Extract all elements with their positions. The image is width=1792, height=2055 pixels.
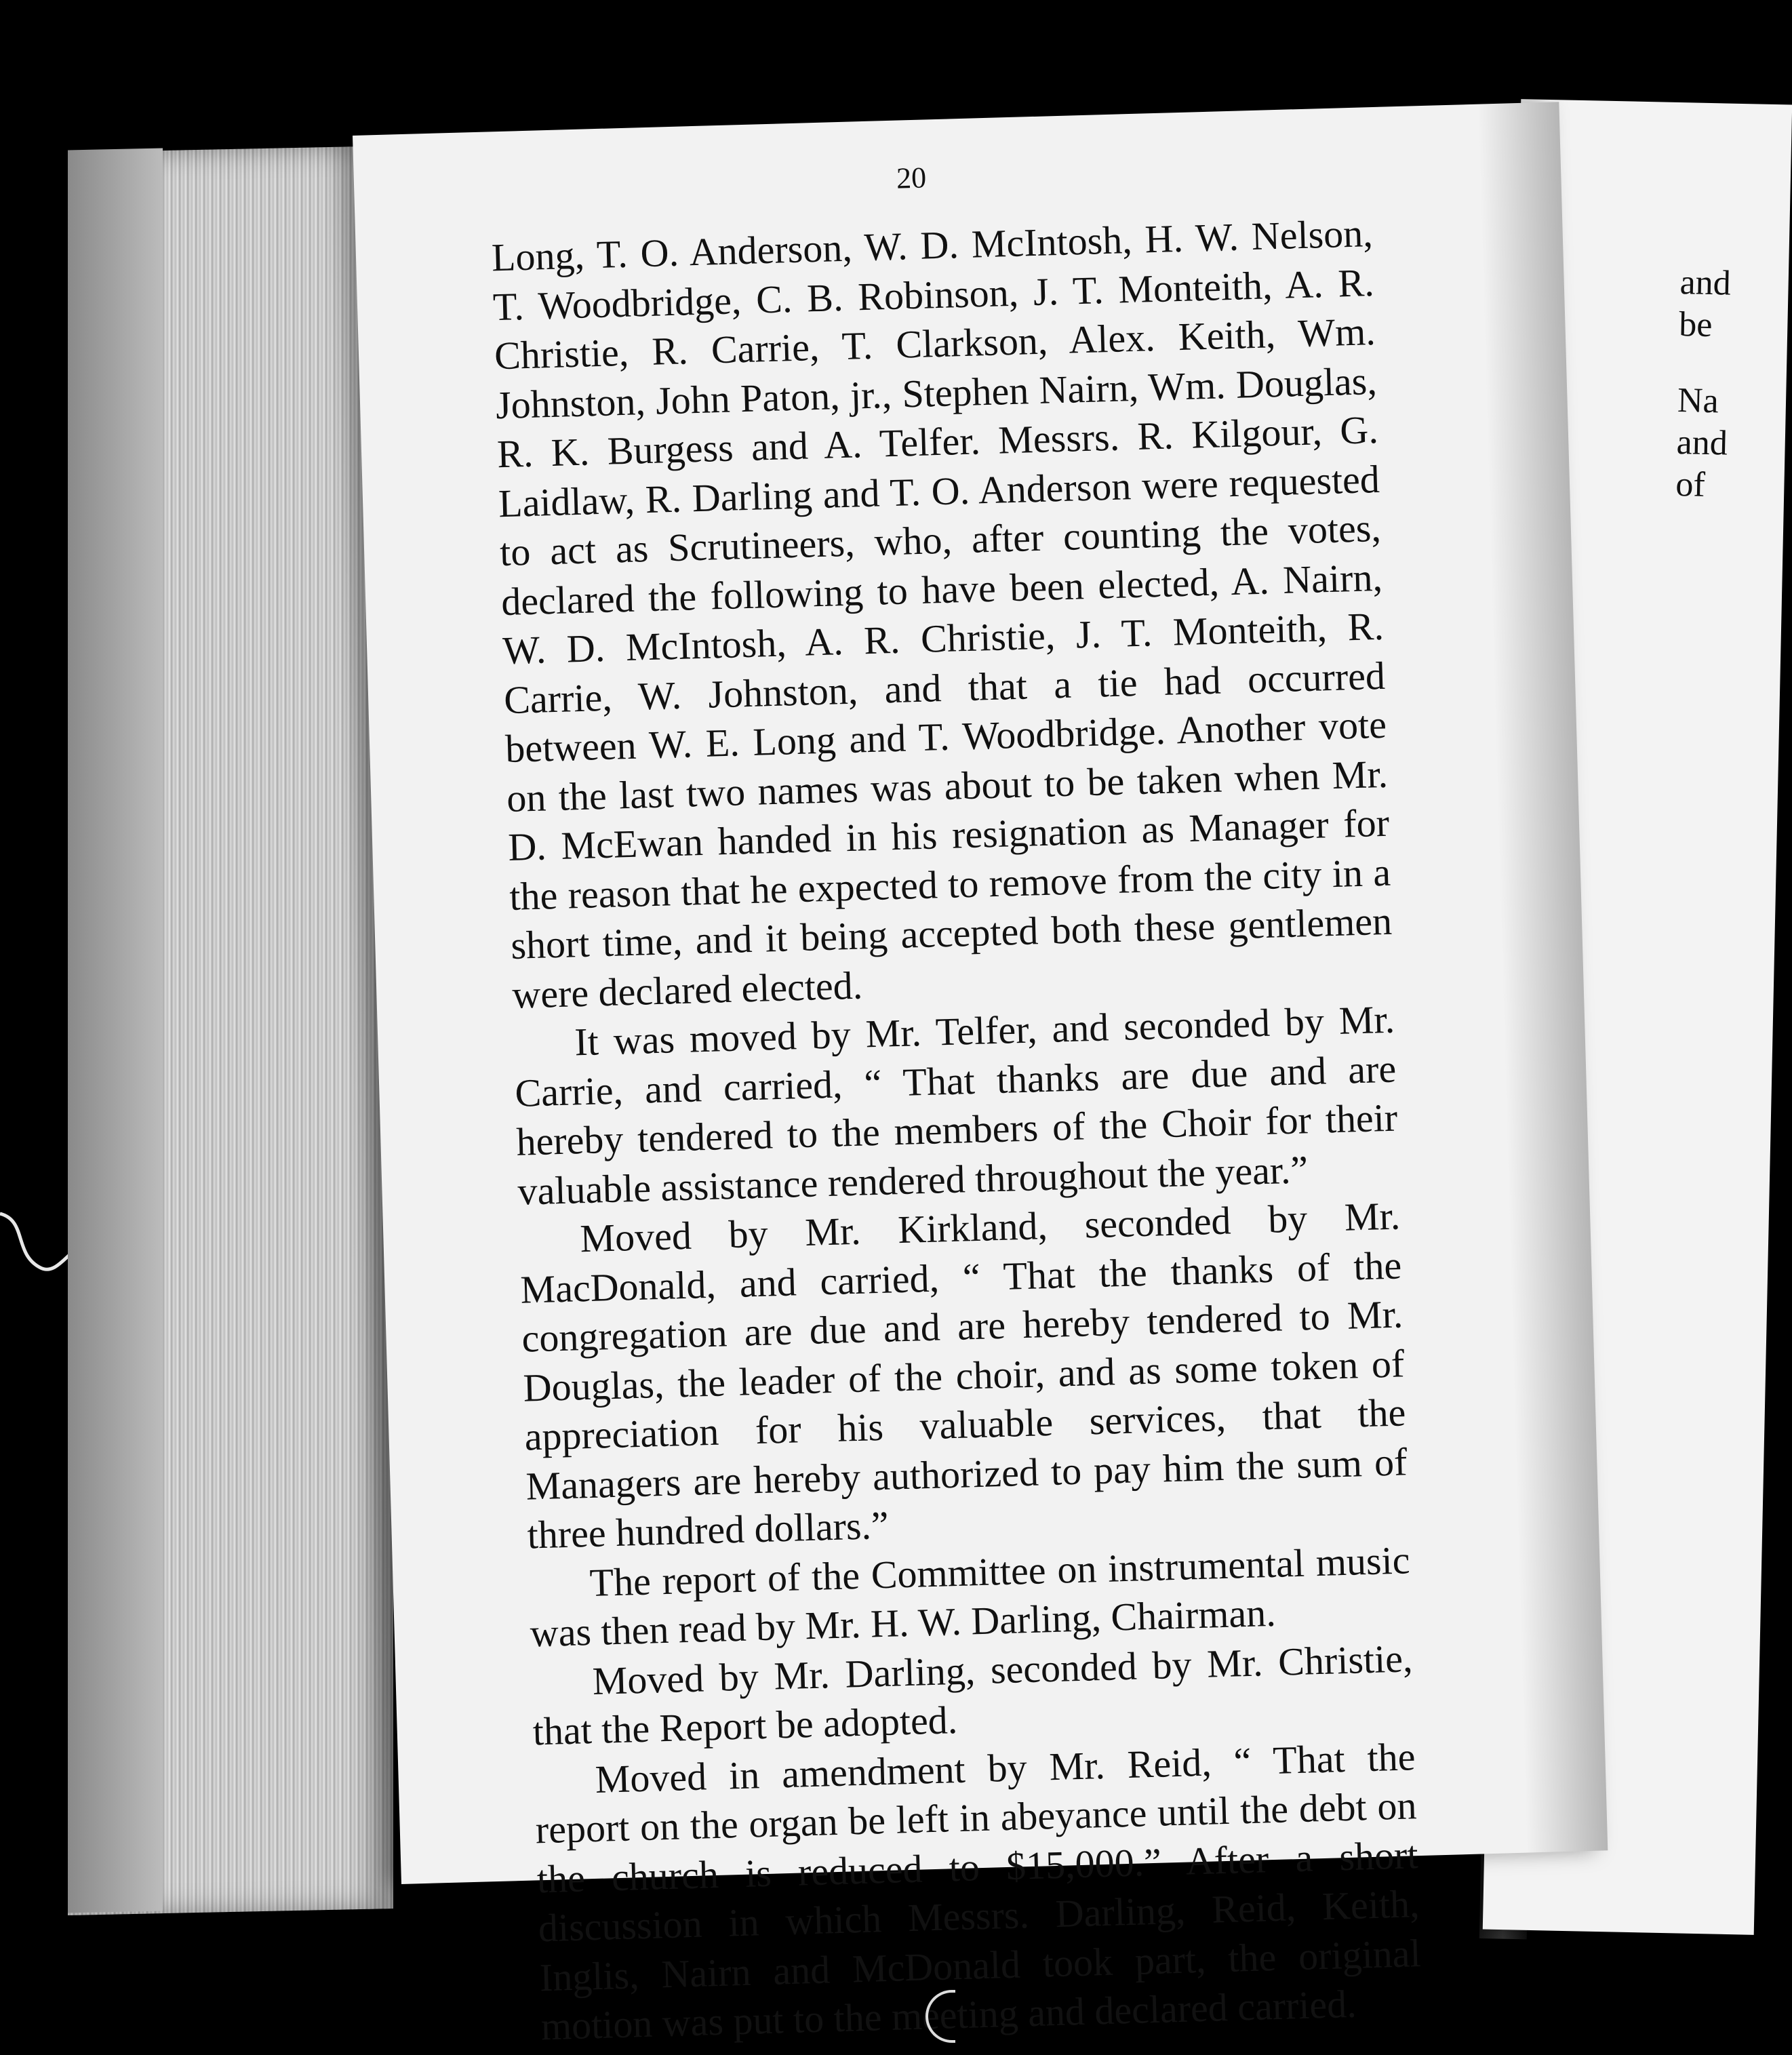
main-page xyxy=(353,102,1608,2049)
paragraph: Moved by Mr. Darling, seconded by Mr. Christie, that the Report be adopted. xyxy=(532,1635,1414,1754)
facing-line: and xyxy=(1676,423,1728,463)
paragraph: Long, T. O. Anderson, W. D. McIntosh, H. W. Nelson, T. Woodbridge, C. B. Robinson, J. T. Monteith, A. R. Christie, R. Carrie, T. Clarkson, Alex. Keith, Wm. Johnston, John Paton, jr., Stephen Nairn, Wm. Douglas, R. K. Burgess and A. Telfer. Messrs. R. Kilgour, G. Laidlaw, R. Darling and T. O. Anderson were requested to act as Scrutineers, who, after counting the votes, declared the following to have been elected, A. Nairn, W. D. McIntosh, A. R. Christie, J. T. Monteith, R. Carrie, W. Johnston, and that a tie had occurred between W. E. Long and T. Woodbridge. Another vote on the last two names was about to be taken when Mr. D. McEwan handed in his resignation as Manager for the reason that he expected to remove from the city in a short time, and it being accepted both these gentlemen were declared elected. xyxy=(491,211,1393,1017)
facing-gap xyxy=(1678,346,1730,381)
paragraph: It was moved by Mr. Telfer, and seconded by Mr. Carrie, and carried, “ That thanks are due and are hereby tendered to the members of the Choir for their valuable assistance rendered throughout the year.” xyxy=(514,997,1398,1214)
cover-edge xyxy=(68,148,163,1913)
facing-line: and xyxy=(1679,263,1732,303)
facing-line: of xyxy=(1675,465,1706,504)
page-body xyxy=(491,209,1422,2052)
page-number: 20 xyxy=(896,161,927,195)
facing-line: Na xyxy=(1677,381,1719,421)
paragraph: Moved by Mr. Kirkland, seconded by Mr. MacDonald, and carried, “ That the thanks of the congregation are due and are hereby tendered to Mr. Douglas, the leader of the choir, and as some token of appreciation for his valuable services, that the Managers are hereby authorized to pay him the sum of three hundred dollars.” xyxy=(519,1193,1408,1557)
paragraph: The report of the Committee on instrumental music was then read by Mr. H. W. Darling, Chairman. xyxy=(529,1537,1411,1656)
facing-line: be xyxy=(1678,305,1713,345)
facing-page-text xyxy=(1675,262,1732,506)
paragraph: Moved in amendment by Mr. Reid, “ That the report on the organ be left in abeyance until the debt on the church is reduced to $15,000.” After a short discussion in which Messrs. Darling, Reid, Keith, Inglis, Nairn and McDonald took part, the original motion was put to the meeting and declared carried. xyxy=(534,1734,1422,2049)
